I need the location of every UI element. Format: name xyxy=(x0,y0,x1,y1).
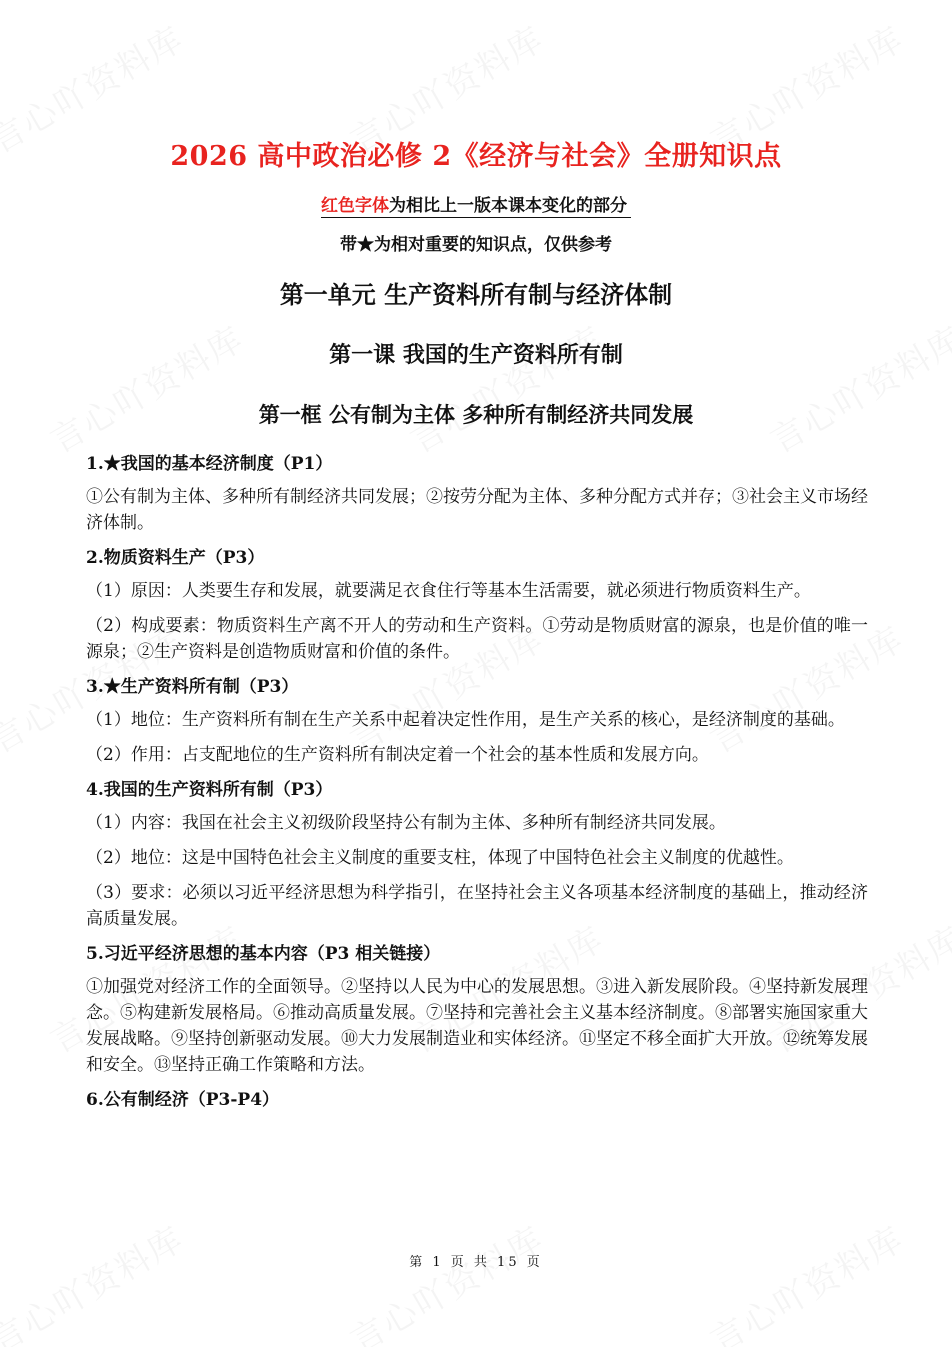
change-note-rest: 为相比上一版本课本变化的部分 xyxy=(389,196,627,216)
section-heading: 5.习近平经济思想的基本内容（P3 相关链接） xyxy=(86,944,441,964)
section-paragraph: （1）内容：我国在社会主义初级阶段坚持公有制为主体、多种所有制经济共同发展。 xyxy=(86,813,726,833)
section-heading: 6.公有制经济（P3-P4） xyxy=(86,1090,280,1110)
section-paragraph: ①公有制为主体、多种所有制经济共同发展；②按劳分配为主体、多种分配方式并存；③社会主义市场经济体制。 xyxy=(86,487,868,533)
watermark-text xyxy=(760,312,952,462)
star-note: 带★为相对重要的知识点，仅供参考 xyxy=(340,235,612,255)
section-paragraph: （1）原因：人类要生存和发展，就要满足衣食住行等基本生活需要，就必须进行物质资料生产。 xyxy=(86,581,811,601)
document-body xyxy=(86,451,868,1120)
document-title: 2026 高中政治必修 2《经济与社会》全册知识点 xyxy=(170,141,782,172)
watermark-text xyxy=(0,1212,192,1347)
section-paragraph: （3）要求：必须以习近平经济思想为科学指引，在坚持社会主义各项基本经济制度的基础上，推动经济高质量发展。 xyxy=(86,883,868,929)
watermark-text xyxy=(40,312,252,462)
section-paragraph: （2）地位：这是中国特色社会主义制度的重要支柱，体现了中国特色社会主义制度的优越性。 xyxy=(86,848,794,868)
frame-heading: 第一框 公有制为主体 多种所有制经济共同发展 xyxy=(258,402,694,427)
change-note-red: 红色字体 xyxy=(321,196,389,216)
lesson-heading: 第一课 我国的生产资料所有制 xyxy=(329,342,623,368)
section-paragraph: ①加强党对经济工作的全面领导。②坚持以人民为中心的发展思想。③进入新发展阶段。④坚持新发展理念。⑤构建新发展格局。⑥推动高质量发展。⑦坚持和完善社会主义基本经济制度。⑧部署实施国家重大发展战略。⑨坚持创新驱动发展。⑩大力发展制造业和实体经济。⑪坚定不移全面扩大开放。⑫统筹发展和安全。⑬坚持正确工作策略和方法。 xyxy=(86,977,868,1075)
watermark-text xyxy=(400,312,612,462)
section-heading: 4.我国的生产资料所有制（P3） xyxy=(86,780,333,800)
watermark-text xyxy=(700,1212,912,1347)
section-paragraph: （1）地位：生产资料所有制在生产关系中起着决定性作用，是生产关系的核心，是经济制度的基础。 xyxy=(86,710,845,730)
section-heading: 3.★生产资料所有制（P3） xyxy=(86,677,299,697)
change-note-underline xyxy=(321,191,631,218)
section-paragraph: （2）构成要素：物质资料生产离不开人的劳动和生产资料。①劳动是物质财富的源泉，也是价值的唯一源泉；②生产资料是创造物质财富和价值的条件。 xyxy=(86,616,868,662)
section-heading: 1.★我国的基本经济制度（P1） xyxy=(86,454,333,474)
unit-heading: 第一单元 生产资料所有制与经济体制 xyxy=(279,280,673,309)
page-footer: 第 1 页 共 15 页 xyxy=(409,1255,543,1270)
watermark-text xyxy=(340,1212,552,1347)
section-heading: 2.物质资料生产（P3） xyxy=(86,548,265,568)
section-paragraph: （2）作用：占支配地位的生产资料所有制决定着一个社会的基本性质和发展方向。 xyxy=(86,745,709,765)
change-note xyxy=(0,191,952,218)
